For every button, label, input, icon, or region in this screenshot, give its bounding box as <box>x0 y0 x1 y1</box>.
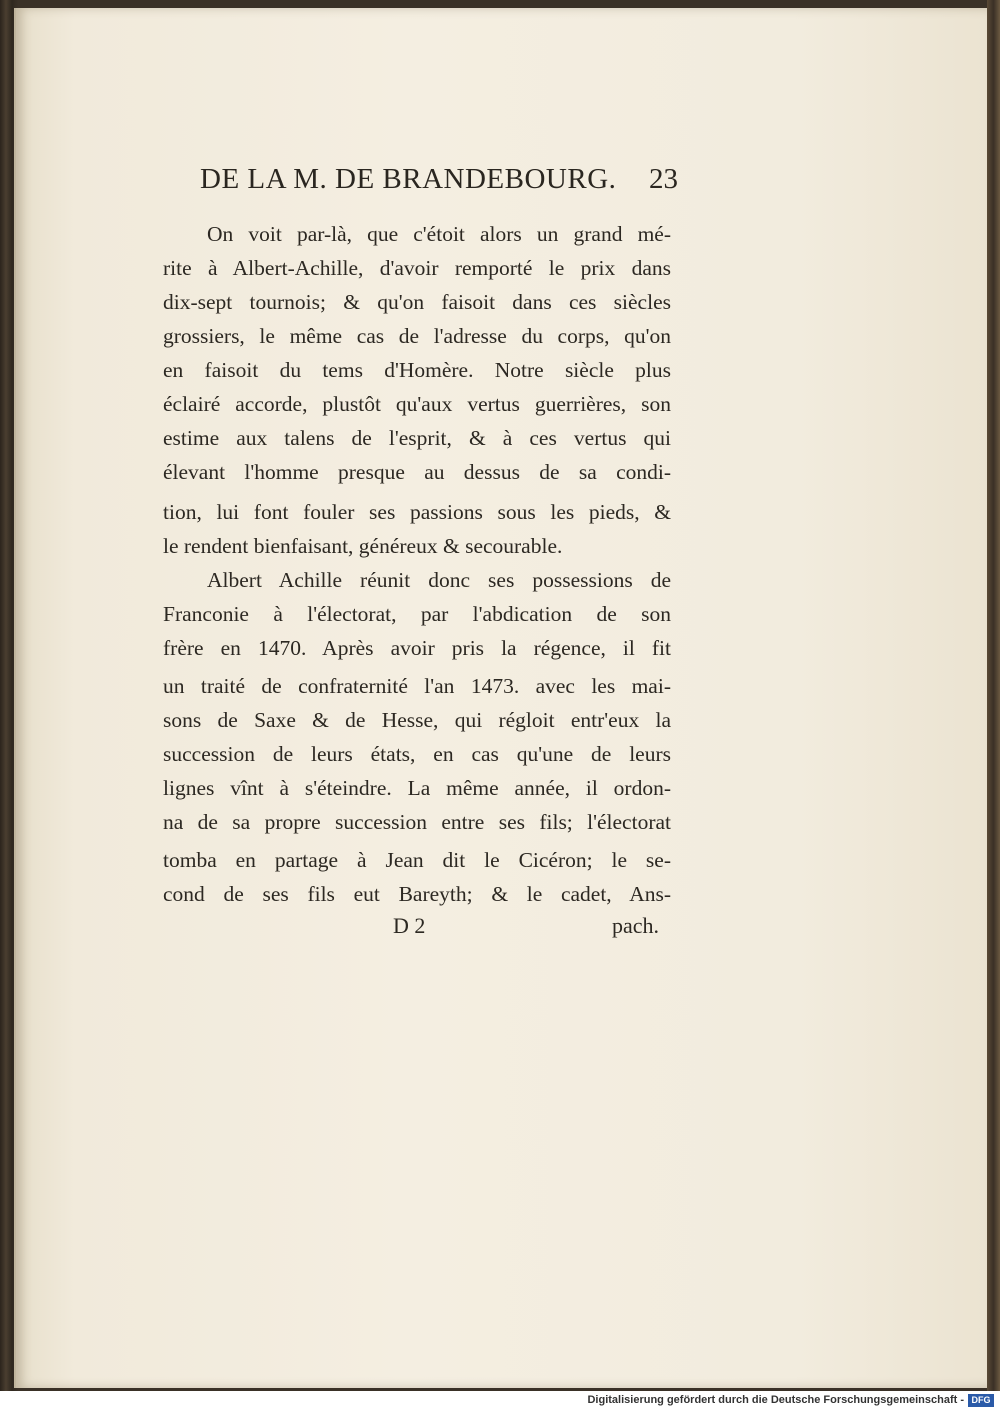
text-line: le rendent bienfaisant, généreux & secourable. <box>163 534 563 558</box>
book-edge <box>987 0 1000 1391</box>
text-line: succession de leurs états, en cas qu'une de leurs <box>163 742 671 766</box>
text-line: sons de Saxe & de Hesse, qui régloit entr'eux la <box>163 708 671 732</box>
funding-credit: Digitalisierung gefördert durch die Deutsche Forschungsgemeinschaft - <box>587 1394 964 1406</box>
text-line: frère en 1470. Après avoir pris la régence, il fit <box>163 636 671 660</box>
page-number: 23 <box>649 163 678 195</box>
text-line: un traité de confraternité l'an 1473. avec les mai- <box>163 674 671 698</box>
running-head: DE LA M. DE BRANDEBOURG. <box>200 163 617 195</box>
text-line: lignes vînt à s'éteindre. La même année, il ordon- <box>163 776 671 800</box>
text-line: na de sa propre succession entre ses fils; l'électorat <box>163 810 671 834</box>
signature-mark: D 2 <box>393 913 426 938</box>
text-line: en faisoit du tems d'Homère. Notre siècle plus <box>163 358 671 382</box>
text-line: estime aux talens de l'esprit, & à ces vertus qui <box>163 426 671 450</box>
text-line: tion, lui font fouler ses passions sous les pieds, & <box>163 500 671 524</box>
text-line: Albert Achille réunit donc ses possessions de <box>207 568 671 592</box>
text-line: tomba en partage à Jean dit le Cicéron; le se- <box>163 848 671 872</box>
text-line: éclairé accorde, plustôt qu'aux vertus guerrières, son <box>163 392 671 416</box>
page-header <box>200 163 678 199</box>
text-line: On voit par-là, que c'étoit alors un grand mé- <box>207 222 671 246</box>
text-line: Franconie à l'électorat, par l'abdication de son <box>163 602 671 626</box>
dfg-logo: DFG <box>968 1394 994 1407</box>
text-line: dix-sept tournois; & qu'on faisoit dans ces siècles <box>163 290 671 314</box>
catchword: pach. <box>612 913 660 938</box>
text-line: cond de ses fils eut Bareyth; & le cadet, Ans- <box>163 882 671 906</box>
text-line: rite à Albert-Achille, d'avoir remporté le prix dans <box>163 256 671 280</box>
text-line: élevant l'homme presque au dessus de sa condi- <box>163 460 671 484</box>
digitization-footer <box>0 1391 1000 1411</box>
text-line: grossiers, le même cas de l'adresse du corps, qu'on <box>163 324 671 348</box>
